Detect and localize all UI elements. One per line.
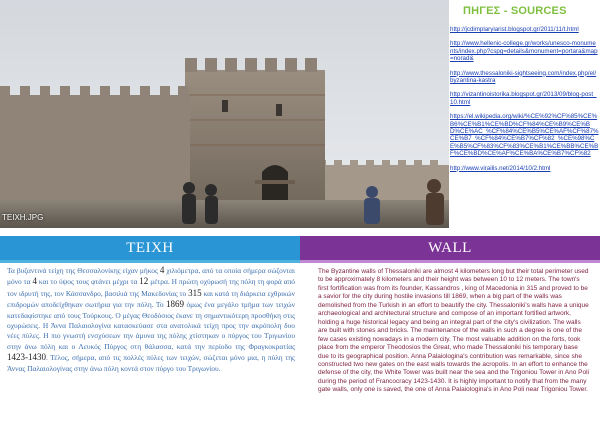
sources-panel bbox=[449, 0, 600, 230]
greek-section-header bbox=[0, 236, 300, 263]
source-link[interactable]: https://el.wikipedia.org/wiki/%CE%92%CF%85%CE%B6%CE%B1%CE%BD%CF%84%CE%B9%CE%BD%CE%AC_%CF%84%CE%B5%CE%AF%CF%87%CE%B7_%CF%84%CE%B7%CF%82_%CE%98%CE%B5%CF%83%CF%83%CE%B1%CE%BB%CE%BF%CE%BD%CE%AF%CE%BA%CE%B7%CF%82 bbox=[450, 113, 599, 158]
english-section-header bbox=[300, 236, 600, 263]
source-link[interactable]: http://www.thessaloniki-sightseeing.com/index.php/el/byzantina-kastra bbox=[450, 69, 597, 85]
source-link[interactable]: http://jcdimplaryiarist.blogspot.gr/2011/11/t.html bbox=[450, 26, 579, 33]
text-segment: και κατά τη διάρκεια εχθρικών επιδρομών αποδείχθηκαν σωτήρια για την πόλη. Το bbox=[7, 288, 296, 310]
text-segment: μέτρα. Η πρώτη οχύρωσή της πόλη τη φορά από τον ιδρυτή της, τον Κάσσανδρο, βασιλιά της Μακεδονίας το bbox=[7, 277, 296, 298]
highlight-number: 4 bbox=[159, 265, 165, 275]
highlight-number: 315 bbox=[188, 287, 202, 298]
highlight-number: 1869 bbox=[166, 299, 185, 310]
greek-section-title: ΤΕΙΧΗ bbox=[126, 240, 174, 256]
text-segment: χιλιόμετρα, από τα οποία σήμερα σώζονται μόνο τα bbox=[7, 266, 296, 287]
highlight-number: 4 bbox=[32, 276, 37, 287]
text-segment: όμως ένα μεγάλο τμήμα των τειχών κατεδαφίστηκε από τους Τούρκους. Ο μέγας Θεοδόσιος έκανε τη σημαντικότερη προσθήκη στις οχυρώσεις. Η Άννα Παλαιολογίνα κατασκεύασε στα ανατολικά τείχη προς την ακρόπολη δυο νέες πύλες. Η πιο γνωστή ενσχύσεων την άμυνα της πόλης χτίστηκαν ο πύργος του Τριγωνίου στην άνω πόλη και ο Λευκός Πύργος στη θάλασσα, κατά την περίοδο της Φραγκοκρατίας bbox=[7, 300, 295, 351]
photo-caption: TEIXH.JPG bbox=[2, 213, 44, 222]
text-segment: . Τέλος, σήμερα, από τις πολλές πύλες των τειχών, σώζεται μόνο μια, η πύλη της Άννας Παλαιολογίνας στην άνω πόλη κοντά στον πύργο του Τριγωνίου. bbox=[7, 353, 295, 373]
walls-photo bbox=[0, 0, 450, 228]
fortress-illustration bbox=[0, 0, 450, 228]
english-body-text: The Byzantine walls of Thessaloniki are almost 4 kilometers long but their total perimeter used to be approximately 8 kilometers and their height was between 10 to 12 meters. The town's first fortification was from its founder, Kassandros , king of Macedonia in 315 and proved to be a savior for the city during hostile invasions till 1869, when a big part of the walls was demolished from the Turkish in an effort to beautify the city. Thessaloniki's walls have a unique archaeological and architectural structure and compose of an important fortified artwork, holding a huge historical legacy and being an integral part of the city's civilization. The walls are built with stones and bricks. The maintenance of the walls in such a degree is one of the few cases existing nowadays in a modern city. The most valuable addition on the forts, took place from the emperor Theodosios the Great, who made Thessaloniki his temporary base due to its geographical position. Anna Palaiologina's contribution was remarkable, since she constructed two new gates on the east walls towards the acropolis. In an effort to enhance the defense of the city, the White Tower was built near the sea and the Trigoniou Tower in Ano Poli during the period of Francocracy 1423-1430. It is highly important to notify that from the many gate walls, only one is saved, the one of Anna Palaiologina's in Ano Poli near Trigoniou Tower. bbox=[318, 268, 589, 394]
sources-list bbox=[450, 26, 599, 179]
english-section-title: WALL bbox=[428, 240, 472, 256]
sources-title: ΠΗΓΕΣ - SOURCES bbox=[463, 5, 567, 17]
source-link[interactable]: http://vizantinoistorika.blogspot.gr/2013/09/blog-post_10.html bbox=[450, 91, 597, 106]
source-link[interactable]: http://www.virailis.net/2014/10/2.html bbox=[450, 164, 551, 172]
source-link[interactable]: http://www.hellenic-college.gr/works/unesco-monuments/index.php?cspg=details&monument=portara&map=norad& bbox=[450, 40, 598, 63]
greek-body-text bbox=[7, 265, 295, 374]
text-segment: Τα βυζαντινά τείχη της Θεσσαλονίκης είχαν μήκος bbox=[7, 266, 160, 275]
highlight-number: 12 bbox=[139, 276, 149, 287]
text-segment: και το ύψος τους φτάνει μέχρι τα bbox=[36, 277, 140, 287]
highlight-number: 1423-1430 bbox=[7, 352, 46, 363]
